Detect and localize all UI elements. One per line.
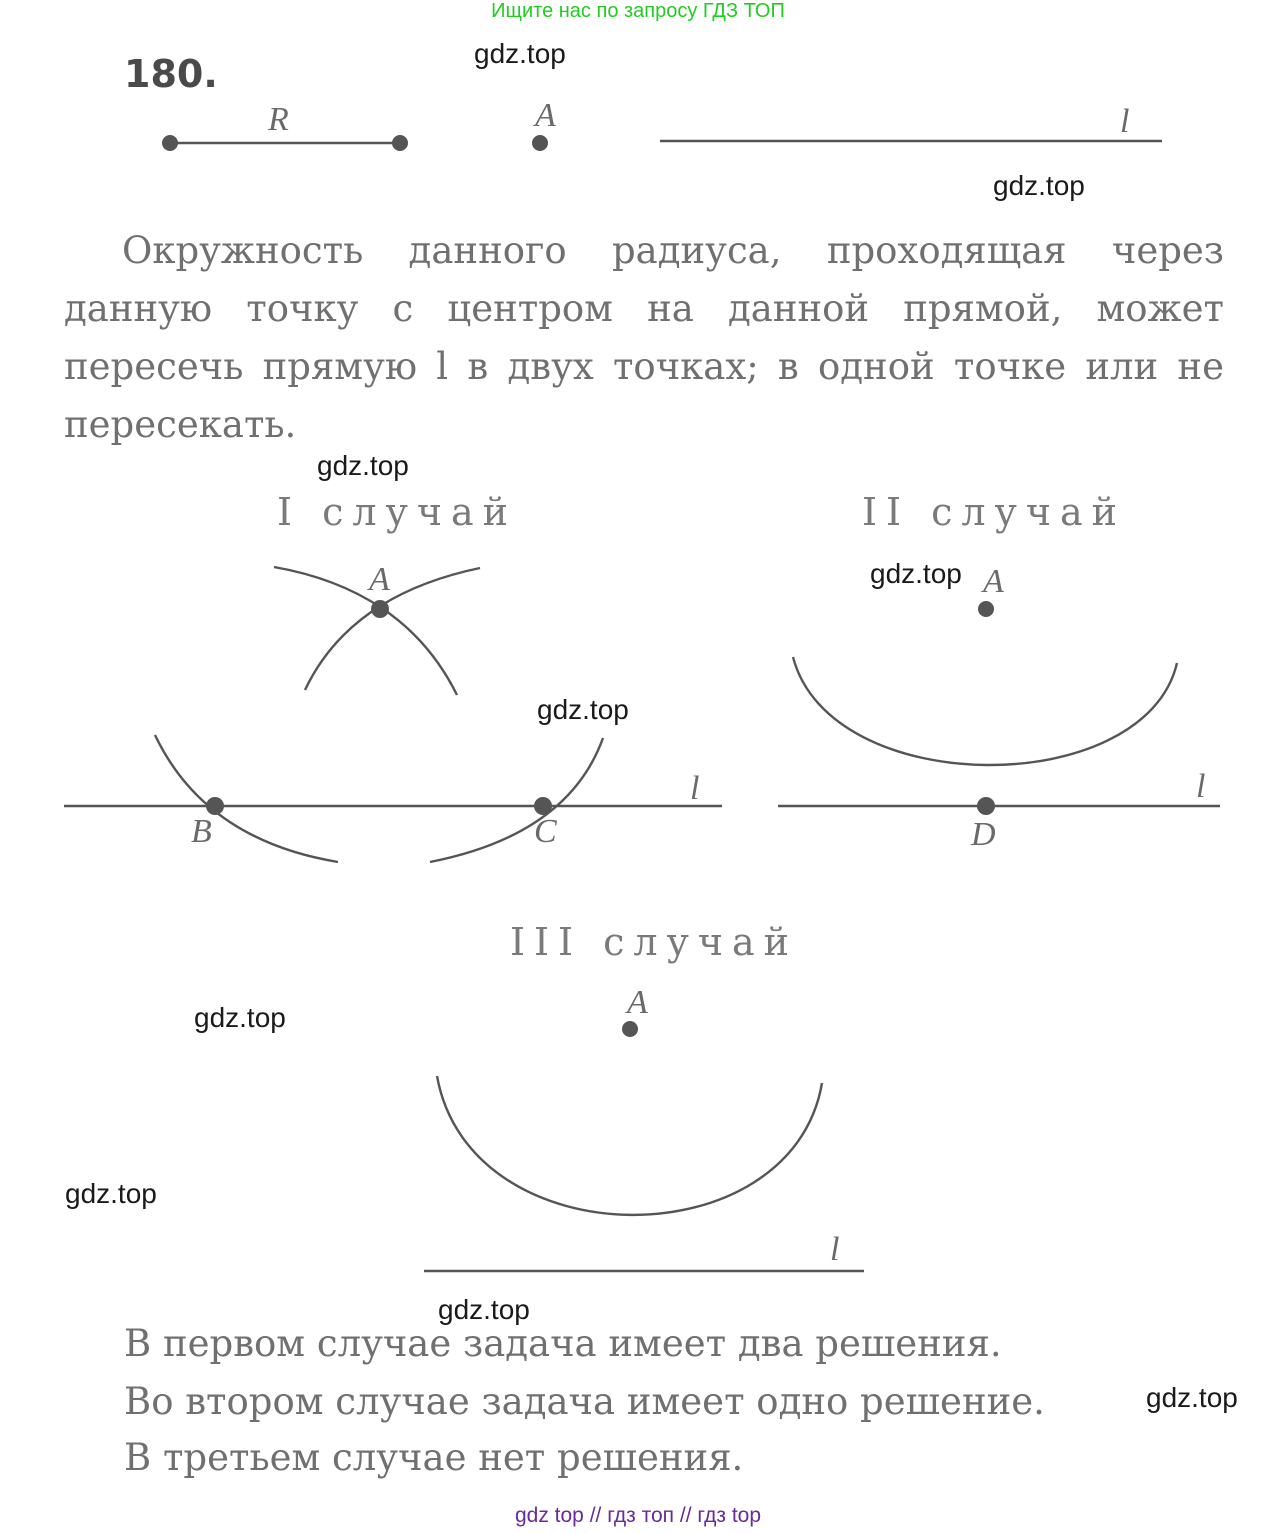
watermark: gdz.top	[65, 1178, 157, 1209]
conclusion-3: В третьем случае нет решения.	[124, 1436, 744, 1479]
case-1-title: I случай	[277, 490, 517, 534]
segment-endpoint-right	[392, 135, 408, 151]
case2-label-d: D	[971, 816, 996, 853]
watermark: gdz.top	[438, 1294, 530, 1325]
watermark: gdz.top	[870, 558, 962, 589]
case1-label-b: B	[191, 813, 212, 850]
case3-label-a: A	[627, 984, 648, 1021]
case-2-title: II случай	[862, 490, 1126, 534]
case2-point-a	[978, 601, 994, 617]
case2-label-l: l	[1196, 768, 1206, 805]
conclusion-2: Во втором случае задача имеет одно решение.	[124, 1380, 1045, 1423]
watermark: gdz.top	[474, 38, 566, 69]
case1-arc-upper-right	[274, 567, 457, 695]
case-3-title: III случай	[510, 920, 798, 964]
given-point-a	[532, 135, 548, 151]
problem-paragraph: Окружность данного радиуса, проходящая через данную точку с центром на данной прямой, может пересечь прямую l в двух точках; в одной точке или не пересекать.	[64, 229, 1224, 446]
problem-number: 180.	[124, 52, 218, 96]
search-banner: Ищите нас по запросу ГДЗ ТОП	[491, 0, 785, 22]
watermark: gdz.top	[537, 694, 629, 725]
case3-label-l: l	[830, 1231, 840, 1268]
case2-label-a: A	[983, 563, 1004, 600]
case2-point-d	[977, 797, 995, 815]
footer-links[interactable]: gdz top // гдз топ // гдз top	[514, 1504, 762, 1527]
case3-circle-arc	[437, 1076, 822, 1215]
watermark: gdz.top	[317, 450, 409, 481]
case1-arc-upper-left	[305, 568, 480, 690]
case1-arc-lower-left	[155, 735, 338, 862]
case1-point-a	[371, 600, 389, 618]
label-l-given: l	[1120, 103, 1130, 140]
case1-label-a: A	[369, 561, 390, 598]
case1-label-l: l	[690, 770, 700, 807]
conclusion-1: В первом случае задача имеет два решения.	[124, 1322, 1002, 1365]
label-r: R	[268, 101, 289, 138]
watermark: gdz.top	[993, 170, 1085, 201]
case1-label-c: C	[534, 813, 557, 850]
label-a-given: A	[535, 97, 556, 134]
case2-circle-arc	[793, 657, 1177, 765]
watermark: gdz.top	[1146, 1382, 1238, 1413]
case3-point-a	[622, 1021, 638, 1037]
segment-endpoint-left	[162, 135, 178, 151]
watermark: gdz.top	[194, 1002, 286, 1033]
case1-arc-lower-right	[430, 738, 603, 862]
